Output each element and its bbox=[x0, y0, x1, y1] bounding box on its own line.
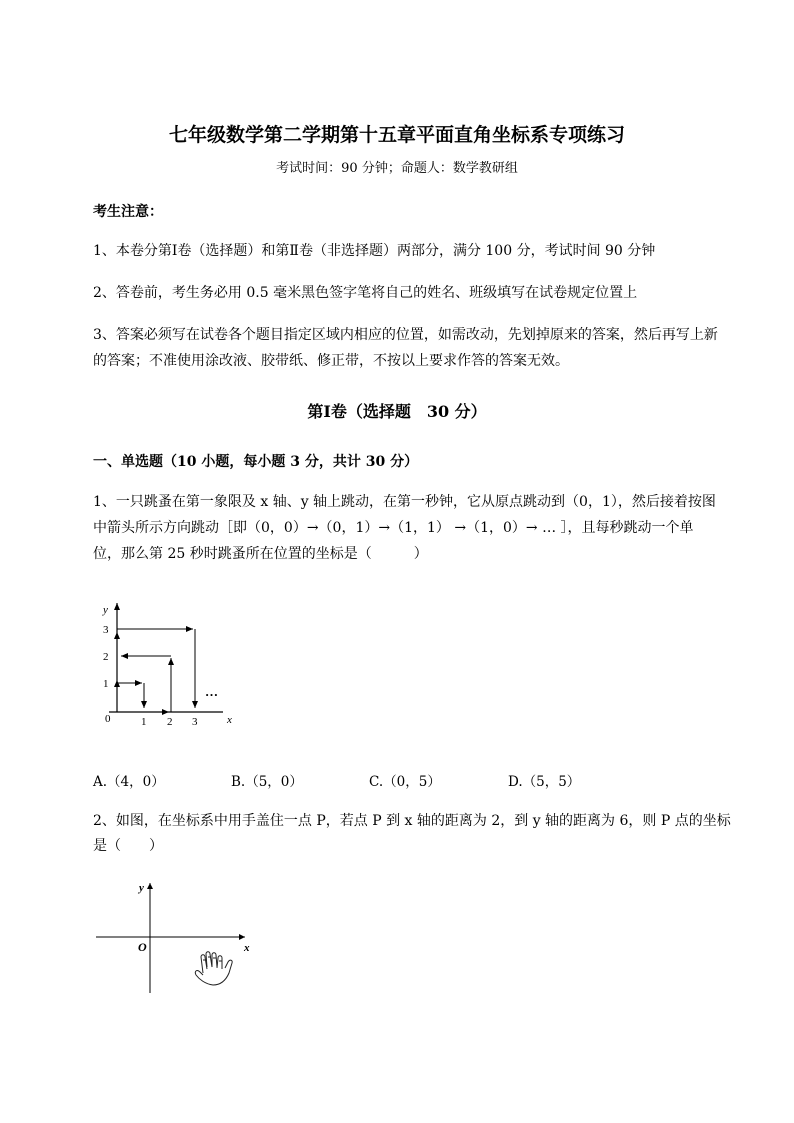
page-title: 七年级数学第二学期第十五章平面直角坐标系专项练习 bbox=[168, 124, 625, 146]
question-1-option-d[interactable]: D.（5，5） bbox=[508, 774, 581, 790]
origin-label: 0 bbox=[105, 713, 111, 725]
x-tick-3: 3 bbox=[192, 716, 198, 728]
question-2-line-1: 2、如图，在坐标系中用手盖住一点 P，若点 P 到 x 轴的距离为 2，到 y 轴的距离为 6，则 P 点的坐标 bbox=[93, 813, 731, 829]
hand-coordinate-figure bbox=[93, 877, 258, 995]
section-title: 第Ⅰ卷（选择题 30 分） bbox=[307, 402, 487, 421]
flea-path-figure bbox=[95, 598, 245, 733]
y-tick-1: 1 bbox=[103, 678, 109, 690]
question-2-line-2: 是（ ） bbox=[93, 838, 163, 854]
y-axis-label: y bbox=[103, 604, 108, 616]
y-tick-3: 3 bbox=[103, 624, 109, 636]
x-axis-label: x bbox=[244, 942, 250, 954]
question-1-option-a[interactable]: A.（4，0） bbox=[93, 774, 165, 790]
notice-item-1: 1、本卷分第Ⅰ卷（选择题）和第Ⅱ卷（非选择题）两部分，满分 100 分，考试时间 90 分钟 bbox=[93, 243, 656, 259]
notice-item-2: 2、答卷前，考生务必用 0.5 毫米黑色签字笔将自己的姓名、班级填写在试卷规定位置上 bbox=[93, 285, 638, 301]
hand-icon bbox=[195, 952, 232, 985]
x-axis-label: x bbox=[227, 714, 232, 726]
x-tick-1: 1 bbox=[141, 716, 147, 728]
notice-item-3: 3、答案必须写在试卷各个题目指定区域内相应的位置，如需改动，先划掉原来的答案，然后再写上新 bbox=[93, 327, 718, 343]
continuation-ellipsis: … bbox=[205, 684, 218, 699]
x-tick-2: 2 bbox=[167, 716, 173, 728]
question-1-line-1: 1、一只跳蚤在第一象限及 x 轴、y 轴上跳动，在第一秒钟，它从原点跳动到（0，1），然后接着按图 bbox=[93, 494, 716, 510]
origin-label: O bbox=[138, 940, 147, 954]
question-1-line-2: 中箭头所示方向跳动［即（0，0）→（0，1）→（1，1） →（1，0）→ … ］，且每秒跳动一个单 bbox=[93, 520, 694, 536]
question-1-option-b[interactable]: B.（5，0） bbox=[231, 774, 303, 790]
question-1-line-3: 位，那么第 25 秒时跳蚤所在位置的坐标是（ ） bbox=[93, 546, 428, 562]
y-axis-label: y bbox=[139, 882, 144, 894]
part-title: 一、单选题（10 小题，每小题 3 分，共计 30 分） bbox=[93, 454, 419, 470]
question-1-option-c[interactable]: C.（0，5） bbox=[369, 774, 441, 790]
exam-info: 考试时间：90 分钟；命题人：数学教研组 bbox=[276, 161, 518, 176]
notice-heading: 考生注意： bbox=[93, 204, 163, 220]
notice-item-3-cont: 的答案；不准使用涂改液、胶带纸、修正带，不按以上要求作答的答案无效。 bbox=[93, 353, 569, 369]
y-tick-2: 2 bbox=[103, 651, 109, 663]
